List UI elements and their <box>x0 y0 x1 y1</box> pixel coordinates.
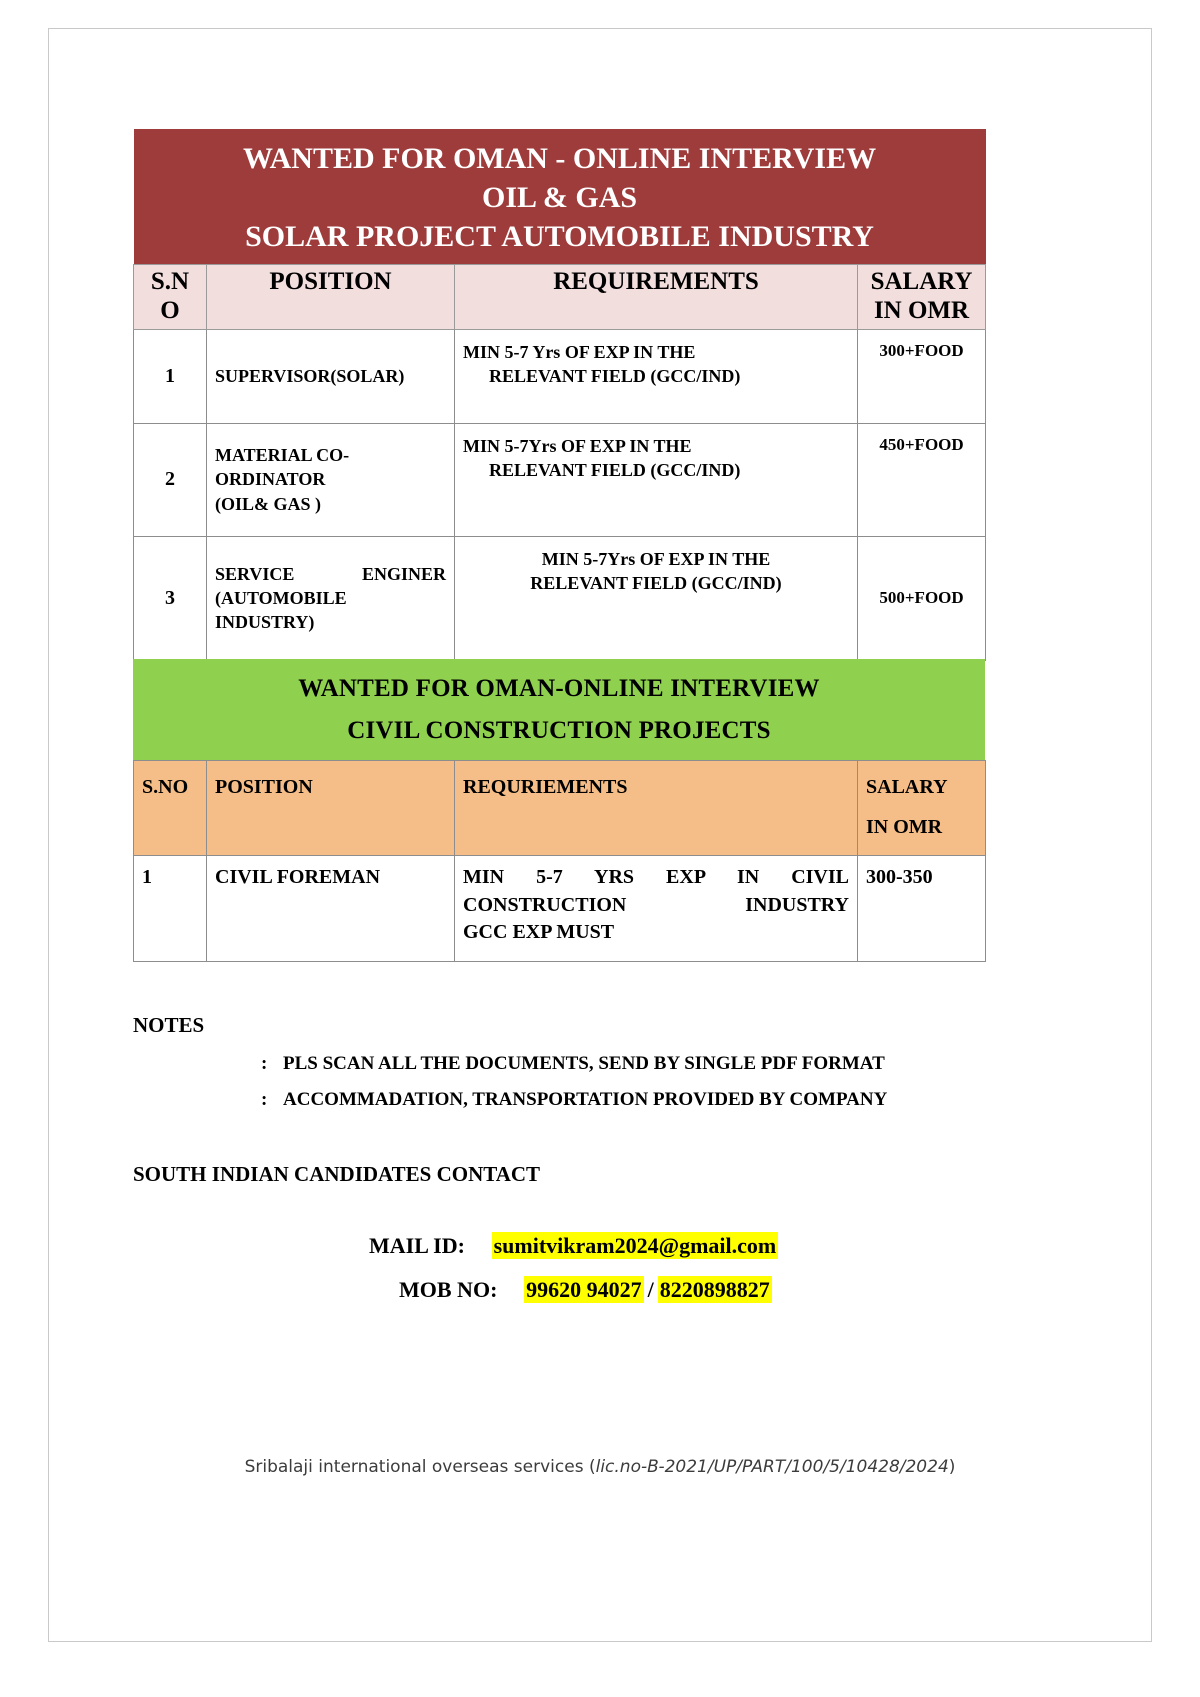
page-footer <box>49 1457 1151 1477</box>
table-header-row <box>134 265 986 330</box>
civil-banner <box>133 659 985 760</box>
req-line-1: MIN 5-7 Yrs OF EXP IN THE <box>463 341 696 362</box>
req-line-1: MIN 5-7Yrs OF EXP IN THE <box>541 548 771 569</box>
footer-company: Sribalaji international overseas services ( <box>244 1457 596 1477</box>
req-line-1: MIN 5-7Yrs OF EXP IN THE <box>463 435 692 456</box>
position-line-1 <box>215 562 446 586</box>
row-requirements <box>455 423 858 536</box>
row-requirements <box>455 536 858 660</box>
note-text: ACCOMMADATION, TRANSPORTATION PROVIDED BY COMPANY <box>283 1089 888 1110</box>
header-sno-line1: S.N <box>150 268 190 295</box>
mobile-no-value-1[interactable]: 99620 94027 <box>526 1277 642 1302</box>
position-line-2: ORDINATOR <box>215 469 326 490</box>
mobile-no-colon: : <box>490 1277 498 1302</box>
row-position <box>207 423 455 536</box>
oil-gas-table <box>133 129 986 661</box>
header-sno <box>134 265 207 330</box>
footer-license: lic.no-B-2021/UP/PART/100/5/10428/2024 <box>595 1457 949 1477</box>
req-line-2: RELEVANT FIELD (GCC/IND) <box>489 365 741 386</box>
header-salary <box>858 265 986 330</box>
row-sno: 3 <box>134 536 207 660</box>
document-body <box>49 29 1151 1641</box>
mobile-no-separator: / <box>647 1277 654 1302</box>
footer-closing: ) <box>948 1457 956 1477</box>
civil-header-row <box>134 761 986 856</box>
document-page <box>48 28 1152 1642</box>
note-item <box>261 1089 887 1111</box>
civil-header-salary-line2: IN OMR <box>866 816 943 838</box>
civil-req-line-2: CONSTRUCTION INDUSTRY <box>463 893 849 916</box>
banner-line-1: WANTED FOR OMAN - ONLINE INTERVIEW <box>242 142 877 175</box>
position-word-2: ENGINER <box>361 563 446 584</box>
row-salary: 500+FOOD <box>858 536 986 660</box>
oil-gas-banner-row <box>134 129 986 265</box>
position-line-2: (AUTOMOBILE <box>215 587 347 608</box>
mail-id-colon: : <box>457 1233 465 1258</box>
mail-id-value[interactable]: sumitvikram2024@gmail.com <box>493 1233 777 1258</box>
req-line-2: RELEVANT FIELD (GCC/IND) <box>489 459 741 480</box>
mobile-no-row <box>399 1277 772 1303</box>
note-colon: : <box>261 1053 268 1074</box>
header-sno-line2: O <box>160 296 180 324</box>
civil-header-requirements: REQURIEMENTS <box>455 761 858 856</box>
contact-heading: SOUTH INDIAN CANDIDATES CONTACT <box>133 1162 541 1186</box>
mail-id-row <box>369 1233 778 1259</box>
row-position: SUPERVISOR(SOLAR) <box>207 329 455 423</box>
mail-id-label: MAIL ID <box>369 1233 458 1258</box>
row-salary: 450+FOOD <box>858 423 986 536</box>
row-position <box>207 536 455 660</box>
civil-table <box>133 760 986 962</box>
row-sno: 1 <box>134 329 207 423</box>
civil-header-sno: S.NO <box>134 761 207 856</box>
civil-banner-line-1: WANTED FOR OMAN-ONLINE INTERVIEW <box>298 674 820 702</box>
header-position: POSITION <box>207 265 455 330</box>
banner-line-2: OIL & GAS <box>482 181 638 214</box>
position-line-3: (OIL& GAS ) <box>215 493 322 514</box>
civil-row-salary: 300-350 <box>858 856 986 962</box>
table-row <box>134 423 986 536</box>
position-line-3: INDUSTRY) <box>215 612 315 633</box>
header-requirements: REQUIREMENTS <box>455 265 858 330</box>
table-row <box>134 329 986 423</box>
civil-req-line-1: MIN 5-7 YRS EXP IN CIVIL <box>463 866 849 888</box>
civil-row-sno: 1 <box>134 856 207 962</box>
position-line-1: MATERIAL CO- <box>215 445 350 466</box>
note-item <box>261 1053 885 1075</box>
civil-banner-line-2: CIVIL CONSTRUCTION PROJECTS <box>347 716 771 744</box>
row-sno: 2 <box>134 423 207 536</box>
req-line-2: RELEVANT FIELD (GCC/IND) <box>530 572 782 593</box>
oil-gas-banner <box>134 129 986 265</box>
civil-header-position: POSITION <box>207 761 455 856</box>
civil-row-requirements <box>455 856 858 962</box>
header-salary-line2: IN OMR <box>873 296 970 324</box>
notes-title: NOTES <box>133 1013 205 1037</box>
civil-header-salary-line1: SALARY <box>866 776 948 798</box>
civil-header-salary <box>858 761 986 856</box>
row-salary: 300+FOOD <box>858 329 986 423</box>
civil-row-position: CIVIL FOREMAN <box>207 856 455 962</box>
note-text: PLS SCAN ALL THE DOCUMENTS, SEND BY SINGLE PDF FORMAT <box>283 1053 885 1074</box>
row-requirements <box>455 329 858 423</box>
mobile-no-value-2[interactable]: 8220898827 <box>659 1277 770 1302</box>
header-salary-line1: SALARY <box>870 268 973 295</box>
table-row <box>134 536 986 660</box>
mobile-no-label: MOB NO <box>399 1277 491 1302</box>
banner-line-3: SOLAR PROJECT AUTOMOBILE INDUSTRY <box>245 220 874 253</box>
table-row <box>134 856 986 962</box>
position-word-1: SERVICE <box>215 563 295 584</box>
note-colon: : <box>261 1089 268 1110</box>
civil-req-line-3: GCC EXP MUST <box>463 921 615 944</box>
